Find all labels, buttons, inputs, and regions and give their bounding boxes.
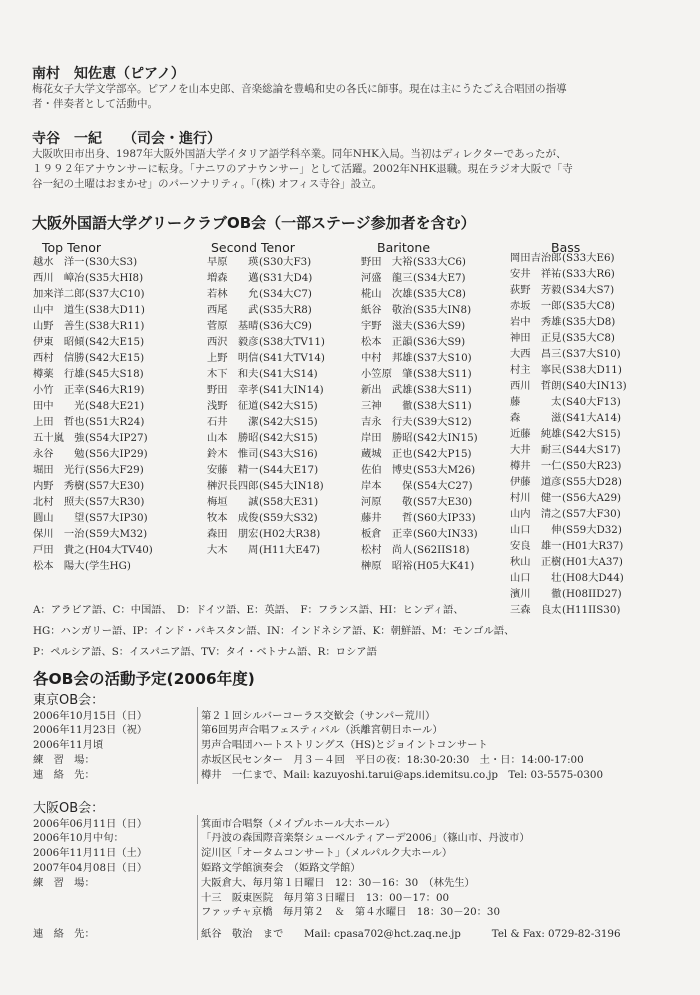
- member-name: 加来洋二郎: [33, 288, 85, 300]
- member-class: (学生HG): [85, 560, 131, 572]
- member-name: 吉永 行夫: [361, 416, 413, 428]
- member-row: [207, 446, 325, 462]
- member-name: 小竹 正幸: [33, 384, 85, 396]
- member-class: (S56大F29): [85, 464, 144, 476]
- member-class: (S41大A14): [562, 412, 622, 424]
- member-class: (S36大C9): [259, 320, 312, 332]
- member-name: 堀田 光行: [33, 464, 85, 476]
- member-name: 松本 陽大: [33, 560, 85, 572]
- member-row: [361, 286, 478, 302]
- schedule-date: 2006年10月15日（日）: [33, 710, 148, 722]
- language-legend: [33, 600, 514, 663]
- member-row: [361, 430, 478, 446]
- member-class: (S43大S16): [259, 448, 318, 460]
- member-class: (S34大S7): [562, 284, 615, 296]
- member-name: 河原 敬: [361, 496, 413, 508]
- member-class: (S34大C7): [259, 288, 312, 300]
- member-class: (S56大A29): [562, 492, 622, 504]
- tokyo-ob-heading: 東京OB会：: [33, 693, 105, 708]
- member-name: 安良 雄一: [510, 540, 562, 552]
- member-row: [510, 362, 627, 378]
- member-class: (S57大R30): [85, 496, 145, 508]
- member-class: (S37大S10): [413, 352, 472, 364]
- member-row: [33, 398, 153, 414]
- glee-club-title: 大阪外国語大学グリークラブOB会（一部ステージ参加者を含む）: [32, 214, 476, 232]
- schedule-date: 連 絡 先：: [33, 769, 95, 781]
- member-name: 田中 光: [33, 400, 85, 412]
- member-class: (S58大E31): [259, 496, 319, 508]
- member-list-baritone: [361, 254, 478, 574]
- member-name: 鈴木 惟司: [207, 448, 259, 460]
- bio-line: 大阪吹田市出身、1987年大阪外国語大学イタリア語学科卒業。同年NHK入局。当初はディレクターであったが、: [32, 148, 567, 160]
- osaka-ob-heading: 大阪OB会：: [33, 801, 105, 816]
- member-row: [207, 334, 325, 350]
- column-header-second-tenor: Second Tenor: [211, 240, 295, 255]
- member-name: 佐伯 博史: [361, 464, 413, 476]
- schedule-date: 2006年11月頃: [33, 739, 104, 751]
- member-row: [510, 570, 627, 586]
- member-class: (S35大R8): [259, 304, 312, 316]
- member-row: [361, 510, 478, 526]
- member-class: (S33大E6): [562, 252, 615, 264]
- member-class: (S38大TV11): [259, 336, 325, 348]
- member-row: [33, 558, 153, 574]
- schedule-event: 姫路文学館演奏会 （姫路文学館）: [201, 862, 361, 874]
- member-class: (S35大C8): [413, 288, 466, 300]
- member-class: (S57大E30): [413, 496, 473, 508]
- language-legend-line: A：アラビア語、C：中国語、 D：ドイツ語、E：英語、 F：フランス語、HI：ヒンディ語、: [33, 604, 464, 616]
- member-name: 上野 明信: [207, 352, 259, 364]
- member-row: [33, 382, 153, 398]
- schedule-event: 箕面市合唱祭（メイプルホール大ホール）: [201, 818, 396, 830]
- member-row: [33, 510, 153, 526]
- schedule-event: 「丹波の森国際音楽祭シューベルティアーデ2006」（篠山市、丹波市）: [201, 832, 530, 844]
- member-row: [33, 350, 153, 366]
- bio-text-teraya: [32, 147, 573, 192]
- member-name: 西川 哲朗: [510, 380, 562, 392]
- member-name: 村川 健一: [510, 492, 562, 504]
- member-class: (S39大S12): [413, 416, 472, 428]
- member-name: 内野 秀樹: [33, 480, 85, 492]
- member-class: (S35大D8): [562, 316, 616, 328]
- member-row: [33, 366, 153, 382]
- member-class: (H04大TV40): [85, 544, 153, 556]
- member-class: (S46大R19): [85, 384, 145, 396]
- schedule-event: 男声合唱団ハートストリングス（HS)とジョイントコンサート: [201, 739, 488, 751]
- member-row: [33, 318, 153, 334]
- schedule-title: 各OB会の活動予定(2006年度): [33, 670, 255, 688]
- member-class: (S59大S32): [259, 512, 318, 524]
- member-class: (S33大C6): [413, 256, 466, 268]
- member-name: 野田 幸孝: [207, 384, 259, 396]
- member-class: (S62IIS18): [413, 544, 470, 556]
- member-row: [207, 254, 325, 270]
- schedule-event: 樽井 一仁まで、Mail: kazuyoshi.tarui@aps.idemitsu.co.jp Tel: 03-5575-0300: [201, 769, 603, 781]
- member-row: [361, 398, 478, 414]
- bio-line: 者・伴奏者として活動中。: [32, 98, 158, 110]
- member-name: 山野 善生: [33, 320, 85, 332]
- member-row: [361, 494, 478, 510]
- member-name: 伊東 昭傾: [33, 336, 85, 348]
- member-name: 山口 壮: [510, 572, 562, 584]
- member-name: 早原 瑛: [207, 256, 259, 268]
- member-class: (S41大IN14): [259, 384, 324, 396]
- member-row: [361, 366, 478, 382]
- member-name: 岸本 保: [361, 480, 413, 492]
- member-name: 西沢 毅彦: [207, 336, 259, 348]
- member-row: [361, 270, 478, 286]
- member-class: (S42大S15): [562, 428, 621, 440]
- member-class: (S42大E15): [85, 336, 145, 348]
- member-row: [33, 478, 153, 494]
- member-class: (S41大S14): [259, 368, 318, 380]
- member-name: 藤 太: [510, 396, 562, 408]
- member-row: [207, 462, 325, 478]
- member-row: [207, 286, 325, 302]
- member-class: (S42大P15): [413, 448, 472, 460]
- member-class: (S40大F13): [562, 396, 621, 408]
- member-name: 牧本 成俊: [207, 512, 259, 524]
- member-name: 榊沢長四郎: [207, 480, 259, 492]
- member-name: 近藤 純雄: [510, 428, 562, 440]
- member-row: [33, 414, 153, 430]
- member-class: (S42大IN15): [413, 432, 478, 444]
- schedule-event: 十三 阪東医院 毎月第３日曜日 13：00－17：00: [201, 892, 450, 904]
- member-class: (S31大D4): [259, 272, 313, 284]
- member-class: (S38大D11): [85, 304, 145, 316]
- schedule-date: 練 習 場：: [33, 877, 95, 889]
- member-class: (H01大A37): [562, 556, 623, 568]
- member-row: [510, 490, 627, 506]
- member-row: [510, 394, 627, 410]
- member-name: 大井 耐三: [510, 444, 562, 456]
- member-class: (S41大TV14): [259, 352, 325, 364]
- member-name: 永谷 勉: [33, 448, 85, 460]
- member-row: [510, 538, 627, 554]
- member-row: [510, 506, 627, 522]
- member-row: [361, 462, 478, 478]
- member-class: (S59大M32): [85, 528, 148, 540]
- member-row: [33, 526, 153, 542]
- member-name: 新出 武雄: [361, 384, 413, 396]
- member-name: 三森 良太: [510, 604, 562, 616]
- member-name: 西川 嶂冶: [33, 272, 85, 284]
- bio-text-minamimura: [32, 82, 567, 112]
- member-row: [33, 542, 153, 558]
- member-row: [207, 510, 325, 526]
- bio-name-teraya: 寺谷 一紀 （司会・進行）: [32, 131, 221, 147]
- member-name: 木下 和夫: [207, 368, 259, 380]
- member-row: [510, 250, 627, 266]
- member-name: 中村 邦雄: [361, 352, 413, 364]
- member-class: (H02大R38): [259, 528, 321, 540]
- member-name: 小笠原 肇: [361, 368, 413, 380]
- member-row: [361, 558, 478, 574]
- member-class: (S48大E21): [85, 400, 145, 412]
- member-row: [361, 318, 478, 334]
- member-row: [33, 494, 153, 510]
- member-name: 西村 信勝: [33, 352, 85, 364]
- bio-line: １９９２年アナウンサーに転身。「ナニワのアナウンサー」として活躍。2002年NHK退職。現在ラジオ大阪で「寺: [32, 163, 573, 175]
- member-name: 椛山 次雄: [361, 288, 413, 300]
- member-class: (S35大C8): [562, 332, 615, 344]
- member-name: 河盛 龍三: [361, 272, 413, 284]
- member-row: [207, 414, 325, 430]
- member-row: [207, 350, 325, 366]
- member-name: 若林 允: [207, 288, 259, 300]
- member-class: (S35大HI8): [85, 272, 144, 284]
- member-class: (S38大D11): [562, 364, 622, 376]
- member-row: [33, 334, 153, 350]
- member-name: 赤坂 一郎: [510, 300, 562, 312]
- member-row: [361, 254, 478, 270]
- member-row: [510, 554, 627, 570]
- member-name: 山中 道生: [33, 304, 85, 316]
- member-class: (H01大R37): [562, 540, 624, 552]
- member-name: 山内 清之: [510, 508, 562, 520]
- member-class: (S42大E15): [85, 352, 145, 364]
- member-class: (S34大E7): [413, 272, 466, 284]
- member-class: (S42大S15): [259, 400, 318, 412]
- member-row: [510, 282, 627, 298]
- member-name: 野田 大裕: [361, 256, 413, 268]
- member-name: 石井 潔: [207, 416, 259, 428]
- member-row: [361, 382, 478, 398]
- member-class: (H08IID27): [562, 588, 622, 600]
- member-row: [361, 478, 478, 494]
- member-name: 大木 周: [207, 544, 259, 556]
- member-row: [207, 542, 325, 558]
- column-header-bass: Bass: [551, 240, 581, 255]
- member-list-bass: [510, 250, 627, 618]
- member-class: (S38大S11): [413, 384, 472, 396]
- member-class: (H08大D44): [562, 572, 624, 584]
- member-row: [207, 270, 325, 286]
- member-row: [361, 542, 478, 558]
- member-name: 樽薬 行雄: [33, 368, 85, 380]
- member-row: [33, 462, 153, 478]
- schedule-date: 2007年04月08日（日）: [33, 862, 148, 874]
- member-row: [33, 286, 153, 302]
- member-name: 秋山 正樹: [510, 556, 562, 568]
- member-name: 保川 一治: [33, 528, 85, 540]
- schedule-event: 第6回男声合唱フェスティバル（浜離宮朝日ホール）: [201, 724, 443, 736]
- member-class: (S44大S17): [562, 444, 621, 456]
- column-header-top-tenor: Top Tenor: [42, 240, 101, 255]
- member-class: (S57大IP30): [85, 512, 148, 524]
- member-row: [510, 458, 627, 474]
- member-name: 増森 邁: [207, 272, 259, 284]
- member-row: [510, 474, 627, 490]
- member-row: [207, 478, 325, 494]
- member-class: (S36大S9): [413, 336, 466, 348]
- member-class: (S42大S15): [259, 416, 318, 428]
- member-row: [33, 446, 153, 462]
- member-name: 山口 伸: [510, 524, 562, 536]
- member-class: (S38大S11): [413, 400, 472, 412]
- member-class: (S45大S18): [85, 368, 144, 380]
- language-legend-line: HG：ハンガリー語、IP：インド・パキスタン語、IN：インドネシア語、K：朝鮮語、M：モンゴル語、: [33, 625, 515, 637]
- member-name: 大西 昌三: [510, 348, 562, 360]
- schedule-date: 2006年11月11日（土）: [33, 847, 148, 859]
- member-class: (S50大R23): [562, 460, 622, 472]
- member-row: [510, 378, 627, 394]
- member-class: (S35大C8): [562, 300, 615, 312]
- member-class: (S40大IN13): [562, 380, 627, 392]
- member-class: (S42大S15): [259, 432, 318, 444]
- member-row: [207, 382, 325, 398]
- member-row: [207, 494, 325, 510]
- member-row: [33, 270, 153, 286]
- member-class: (S60大IP33): [413, 512, 476, 524]
- member-name: 圓山 望: [33, 512, 85, 524]
- member-class: (S44大E17): [259, 464, 319, 476]
- member-class: (H11IIS30): [562, 604, 621, 616]
- member-name: 荻野 芳毅: [510, 284, 562, 296]
- member-name: 三神 徹: [361, 400, 413, 412]
- member-row: [510, 426, 627, 442]
- member-name: 紙谷 敬治: [361, 304, 413, 316]
- member-name: 伊藤 道彦: [510, 476, 562, 488]
- member-name: 森 滋: [510, 412, 562, 424]
- member-row: [510, 266, 627, 282]
- member-class: (S54大C27): [413, 480, 473, 492]
- member-name: 榊原 昭裕: [361, 560, 413, 572]
- member-name: 北村 照夫: [33, 496, 85, 508]
- member-row: [207, 302, 325, 318]
- schedule-date: 連 絡 先：: [33, 928, 95, 940]
- member-name: 安藤 精一: [207, 464, 259, 476]
- schedule-event: 紙谷 敬治 まで Mail: cpasa702@hct.zaq.ne.jp Tel & Fax: 0729-82-3196: [201, 928, 621, 940]
- member-class: (S35大IN8): [413, 304, 472, 316]
- member-row: [361, 414, 478, 430]
- language-legend-line: P：ペルシア語、S：イスパニア語、TV：タイ・ベトナム語、R：ロシア語: [33, 646, 377, 658]
- schedule-event: 淀川区「オータムコンサート」（メルパルク大ホール）: [201, 847, 453, 859]
- member-class: (S38大R11): [85, 320, 145, 332]
- member-class: (S38大S11): [413, 368, 472, 380]
- member-row: [33, 430, 153, 446]
- member-name: 梅垣 誠: [207, 496, 259, 508]
- schedule-date: 2006年06月11日（日）: [33, 818, 148, 830]
- schedule-event: 第２１回シルバーコーラス交歓会（サンパー荒川）: [201, 710, 436, 722]
- member-name: 濱川 徹: [510, 588, 562, 600]
- member-name: 岸田 勝昭: [361, 432, 413, 444]
- member-row: [510, 586, 627, 602]
- member-name: 西尾 武: [207, 304, 259, 316]
- member-name: 樽井 一仁: [510, 460, 562, 472]
- member-class: (S37大C10): [85, 288, 145, 300]
- member-name: 上田 哲也: [33, 416, 85, 428]
- bio-name-minamimura: 南村 知佐恵（ピアノ）: [32, 66, 185, 82]
- member-class: (S30大F3): [259, 256, 312, 268]
- member-row: [510, 330, 627, 346]
- member-row: [510, 314, 627, 330]
- member-row: [361, 526, 478, 542]
- member-class: (S30大S3): [85, 256, 138, 268]
- member-list-second-tenor: [207, 254, 325, 558]
- member-row: [207, 526, 325, 542]
- schedule-date: 2006年11月23日（祝）: [33, 724, 148, 736]
- member-row: [510, 298, 627, 314]
- osaka-ob-schedule: [33, 815, 673, 945]
- member-name: 戸田 貴之: [33, 544, 85, 556]
- member-class: (S57大E30): [85, 480, 145, 492]
- member-name: 板倉 正幸: [361, 528, 413, 540]
- member-row: [207, 366, 325, 382]
- member-row: [510, 346, 627, 362]
- member-name: 岩中 秀雄: [510, 316, 562, 328]
- schedule-divider: [197, 707, 198, 784]
- schedule-divider: [197, 815, 198, 940]
- member-class: (S60大IN33): [413, 528, 478, 540]
- member-class: (S45大IN18): [259, 480, 324, 492]
- bio-line: 梅花女子大学文学部卒。ピアノを山本史郎、音楽総論を豊嶋和史の各氏に師事。現在は主にうたごえ合唱団の指導: [32, 83, 567, 95]
- member-row: [361, 350, 478, 366]
- member-name: 松村 尚人: [361, 544, 413, 556]
- member-class: (S53大M26): [413, 464, 476, 476]
- member-name: 菅原 基晴: [207, 320, 259, 332]
- member-row: [33, 302, 153, 318]
- member-row: [207, 398, 325, 414]
- member-class: (S51大R24): [85, 416, 145, 428]
- member-name: 五十嵐 強: [33, 432, 85, 444]
- member-class: (S33大R6): [562, 268, 615, 280]
- schedule-date: 2006年10月中旬：: [33, 832, 124, 844]
- member-name: 森田 朋宏: [207, 528, 259, 540]
- member-class: (S57大F30): [562, 508, 621, 520]
- member-name: 岡田吉治郎: [510, 252, 562, 264]
- member-class: (H11大E47): [259, 544, 321, 556]
- member-name: 藤井 哲: [361, 512, 413, 524]
- member-row: [361, 302, 478, 318]
- member-row: [510, 522, 627, 538]
- member-row: [207, 430, 325, 446]
- column-header-baritone: Baritone: [377, 240, 431, 255]
- schedule-event: ファッチャ京橋 毎月第２ ＆ 第４水曜日 18：30－20：30: [201, 906, 501, 918]
- member-row: [33, 254, 153, 270]
- member-name: 神田 正見: [510, 332, 562, 344]
- member-name: 山本 勝昭: [207, 432, 259, 444]
- member-class: (S56大IP29): [85, 448, 148, 460]
- member-class: (S36大S9): [413, 320, 466, 332]
- member-row: [510, 602, 627, 618]
- schedule-date: 練 習 場：: [33, 754, 95, 766]
- member-name: 村主 寧民: [510, 364, 562, 376]
- member-class: (S54大IP27): [85, 432, 148, 444]
- bio-line: 谷一紀の土曜はおまかせ」のパーソナリティ。「(株) オフィス寺谷」設立。: [32, 178, 383, 190]
- member-name: 安井 祥祐: [510, 268, 562, 280]
- member-class: (S59大D32): [562, 524, 622, 536]
- member-list-top-tenor: [33, 254, 153, 574]
- member-name: 蔵城 正也: [361, 448, 413, 460]
- member-row: [207, 318, 325, 334]
- member-name: 宇野 滋夫: [361, 320, 413, 332]
- member-name: 浅野 征道: [207, 400, 259, 412]
- schedule-event: 赤坂区民センター 月３－４回 平日の夜：18:30-20:30 土・日：14:00-17:00: [201, 754, 584, 766]
- member-row: [361, 334, 478, 350]
- member-row: [510, 410, 627, 426]
- member-class: (S37大S10): [562, 348, 621, 360]
- tokyo-ob-schedule: [33, 707, 673, 787]
- member-class: (H05大K41): [413, 560, 475, 572]
- member-row: [510, 442, 627, 458]
- member-row: [361, 446, 478, 462]
- member-class: (S55大D28): [562, 476, 622, 488]
- schedule-event: 大阪倉大、毎月第１日曜日 12：30－16：30 （林先生）: [201, 877, 475, 889]
- member-name: 越水 洋一: [33, 256, 85, 268]
- member-name: 松本 正韻: [361, 336, 413, 348]
